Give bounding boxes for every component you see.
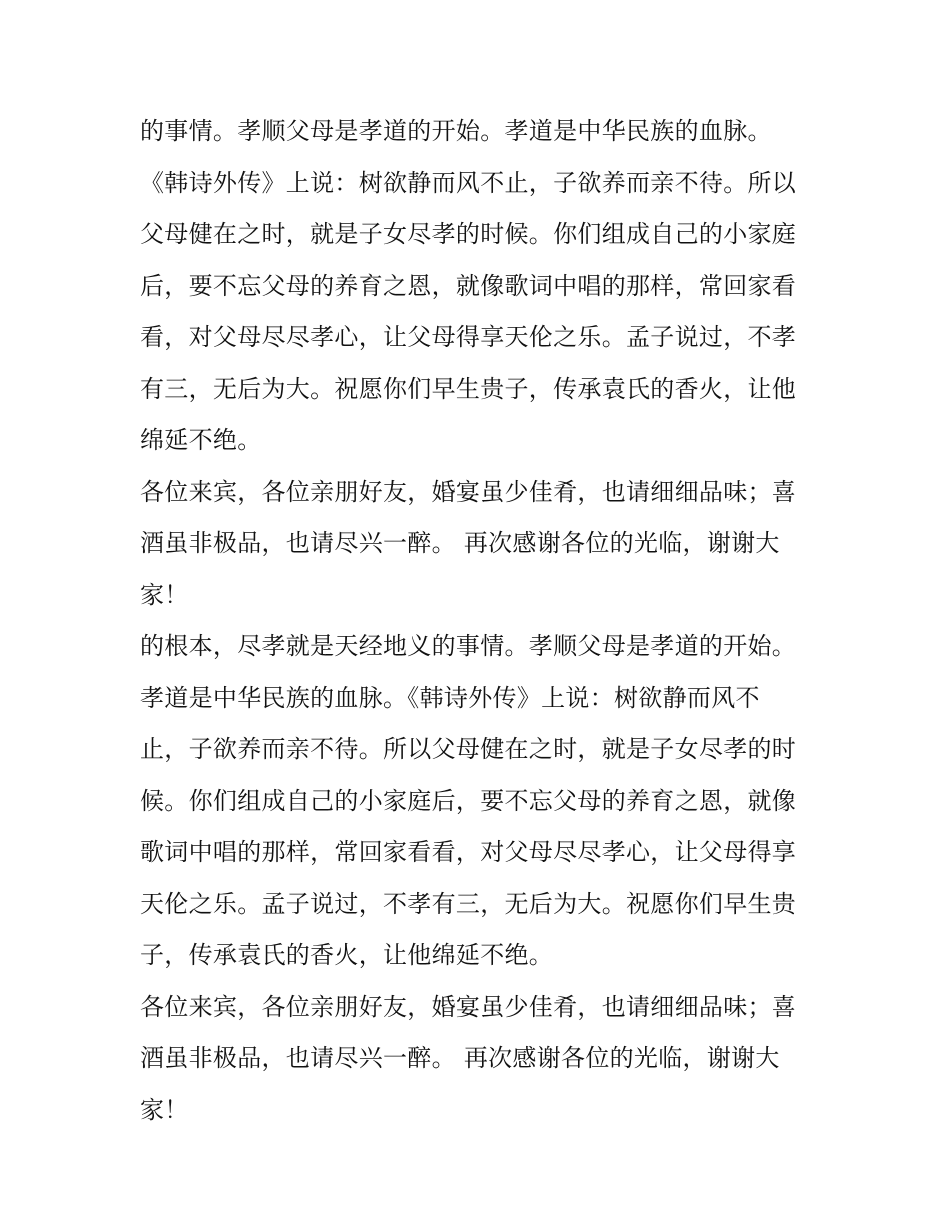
text-line: 父母健在之时，就是子女尽孝的时候。你们组成自己的小家庭 [140, 220, 797, 248]
text-line: 后，要不忘父母的养育之恩，就像歌词中唱的那样，常回家看 [140, 271, 797, 300]
text-line: 候。你们组成自己的小家庭后，要不忘父母的养育之恩，就像 [140, 786, 797, 815]
text-line: 有三，无后为大。祝愿你们早生贵子，传承袁氏的香火，让他 [140, 374, 797, 403]
text-line: 《韩诗外传》上说：树欲静而风不止，子欲养而亲不待。所以 [140, 168, 797, 197]
text-line: 的事情。孝顺父母是孝道的开始。孝道是中华民族的血脉。 [140, 117, 772, 145]
text-line: 歌词中唱的那样，常回家看看，对父母尽尽孝心，让父母得享 [140, 838, 797, 866]
text-line: 家！ [140, 580, 189, 609]
text-line: 子，传承袁氏的香火，让他绵延不绝。 [140, 941, 554, 969]
text-line: 酒虽非极品，也请尽兴一醉。 再次感谢各位的光临，谢谢大 [140, 1044, 780, 1072]
text-line: 绵延不绝。 [140, 426, 262, 454]
document-body [140, 106, 812, 1136]
text-line: 看，对父母尽尽孝心，让父母得享天伦之乐。孟子说过，不孝 [140, 323, 797, 351]
text-line: 各位来宾，各位亲朋好友，婚宴虽少佳肴，也请细细品味；喜 [140, 992, 797, 1021]
text-line: 的根本，尽孝就是天经地义的事情。孝顺父母是孝道的开始。 [140, 632, 797, 660]
text-line: 天伦之乐。孟子说过，不孝有三，无后为大。祝愿你们早生贵 [140, 889, 797, 918]
text-line: 孝道是中华民族的血脉。《韩诗外传》上说：树欲静而风不 [140, 683, 760, 712]
text-line: 止，子欲养而亲不待。所以父母健在之时，就是子女尽孝的时 [140, 735, 797, 763]
text-line: 家！ [140, 1095, 189, 1124]
text-line: 各位来宾，各位亲朋好友，婚宴虽少佳肴，也请细细品味；喜 [140, 477, 797, 506]
text-line: 酒虽非极品，也请尽兴一醉。 再次感谢各位的光临，谢谢大 [140, 529, 780, 557]
